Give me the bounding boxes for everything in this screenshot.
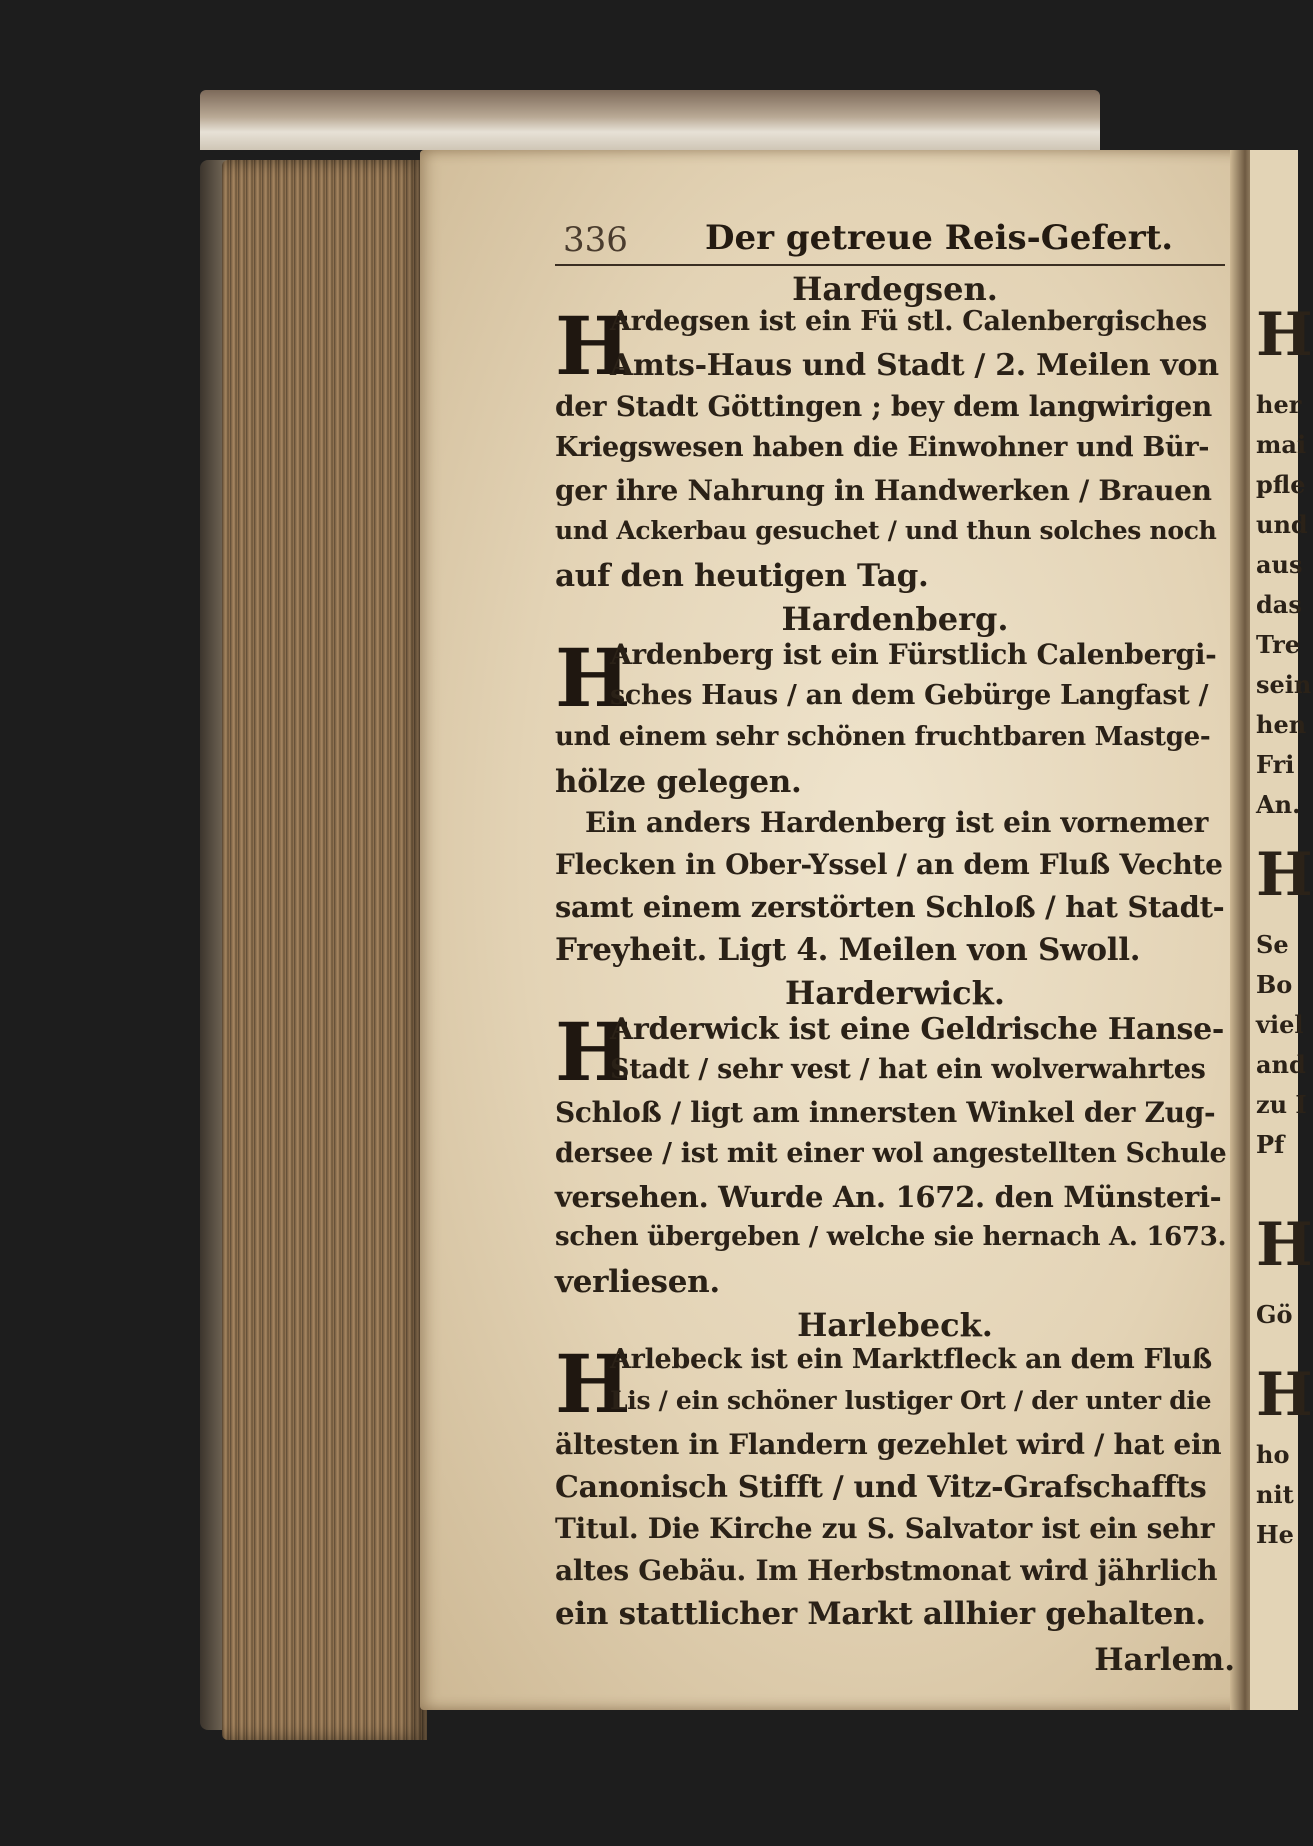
next-fragment: H — [1256, 840, 1313, 910]
text-line: auf den heutigen Tag. — [555, 558, 929, 594]
next-fragment: Gö — [1256, 1300, 1293, 1329]
next-fragment: and — [1256, 1050, 1306, 1079]
entry-heading: Hardenberg. — [781, 600, 1009, 638]
text-line: Ardegsen ist ein Fü stl. Calenbergisches — [610, 306, 1207, 337]
running-head — [555, 220, 1225, 266]
next-fragment: und — [1256, 510, 1308, 539]
drop-initial: H — [555, 1005, 631, 1099]
text-line: ältesten in Flandern gezehlet wird / hat ein — [555, 1428, 1222, 1461]
next-fragment: nit — [1256, 1480, 1294, 1509]
next-fragment: Se — [1256, 930, 1289, 959]
text-line: und einem sehr schönen fruchtbaren Mastge- — [555, 722, 1211, 752]
next-fragment: das — [1256, 590, 1302, 619]
next-fragment: her — [1256, 390, 1302, 419]
text-line: Titul. Die Kirche zu S. Salvator ist ein sehr — [555, 1512, 1215, 1545]
drop-initial: H — [555, 1337, 631, 1431]
next-fragment: An. — [1256, 790, 1301, 819]
text-line: Schloß / ligt am innersten Winkel der Zug- — [555, 1096, 1216, 1129]
text-line: der Stadt Göttingen ; bey dem langwirigen — [555, 390, 1212, 423]
text-line: versehen. Wurde An. 1672. den Münsteri- — [555, 1180, 1222, 1214]
text-line: dersee / ist mit einer wol angestellten Schule — [555, 1138, 1227, 1169]
catchword: Harlem. — [1094, 1642, 1235, 1678]
text-line: Ardenberg ist ein Fürstlich Calenbergi- — [610, 638, 1217, 671]
text-line: Amts-Haus und Stadt / 2. Meilen von — [610, 348, 1219, 383]
next-fragment: Tre — [1256, 630, 1301, 659]
next-fragment: aus — [1256, 550, 1303, 579]
next-fragment: mai — [1256, 430, 1307, 459]
text-line: Ein anders Hardenberg ist ein vornemer — [585, 806, 1209, 839]
next-fragment: ho — [1256, 1440, 1290, 1469]
text-line: Arderwick ist eine Geldrische Hanse- — [610, 1012, 1225, 1047]
page-fore-edge — [222, 160, 427, 1740]
text-line: Arlebeck ist ein Marktfleck an dem Fluß — [610, 1344, 1212, 1375]
book-top-edge — [200, 90, 1100, 150]
next-fragment: H — [1256, 1210, 1313, 1280]
next-fragment: He — [1256, 1520, 1294, 1549]
text-block — [555, 270, 1235, 1690]
entry-heading: Harderwick. — [785, 974, 1005, 1012]
next-fragment: Fri — [1256, 750, 1295, 779]
text-line: verliesen. — [555, 1264, 720, 1300]
page-number: 336 — [563, 220, 628, 260]
text-line: samt einem zerstörten Schloß / hat Stadt- — [555, 890, 1225, 924]
text-line: Lis / ein schöner lustiger Ort / der unter die — [610, 1386, 1212, 1415]
entry-heading: Harlebeck. — [797, 1306, 993, 1344]
next-fragment: pfle — [1256, 470, 1306, 499]
next-fragment: zu I — [1256, 1090, 1307, 1119]
text-line: schen übergeben / welche sie hernach A. 1673. — [555, 1222, 1227, 1252]
text-line: und Ackerbau gesuchet / und thun solches noch — [555, 516, 1217, 545]
entry-heading: Hardegsen. — [792, 270, 998, 308]
text-line: Flecken in Ober-Yssel / an dem Fluß Vechte — [555, 848, 1223, 881]
next-fragment: viel — [1256, 1010, 1304, 1039]
next-fragment: H — [1256, 300, 1313, 370]
running-title: Der getreue Reis-Gefert. — [705, 218, 1174, 258]
next-fragment: sein — [1256, 670, 1312, 699]
text-line: altes Gebäu. Im Herbstmonat wird jährlich — [555, 1554, 1218, 1587]
text-line: sches Haus / an dem Gebürge Langfast / — [610, 680, 1209, 711]
text-line: ein stattlicher Markt allhier gehalten. — [555, 1596, 1206, 1632]
right-page-edge — [1250, 150, 1313, 1710]
next-fragment: hen — [1256, 710, 1307, 739]
drop-initial: H — [555, 299, 631, 393]
text-line: Canonisch Stifft / und Vitz-Grafschaffts — [555, 1470, 1207, 1505]
text-line: ger ihre Nahrung in Handwerken / Brauen — [555, 474, 1212, 507]
next-fragment: Bo — [1256, 970, 1293, 999]
text-line: hölze gelegen. — [555, 764, 802, 800]
text-line: Stadt / sehr vest / hat ein wolverwahrtes — [610, 1054, 1206, 1085]
drop-initial: H — [555, 631, 631, 725]
text-line: Freyheit. Ligt 4. Meilen von Swoll. — [555, 932, 1141, 968]
next-fragment: Pf — [1256, 1130, 1285, 1159]
next-fragment: H — [1256, 1360, 1313, 1430]
text-line: Kriegswesen haben die Einwohner und Bür- — [555, 432, 1210, 463]
